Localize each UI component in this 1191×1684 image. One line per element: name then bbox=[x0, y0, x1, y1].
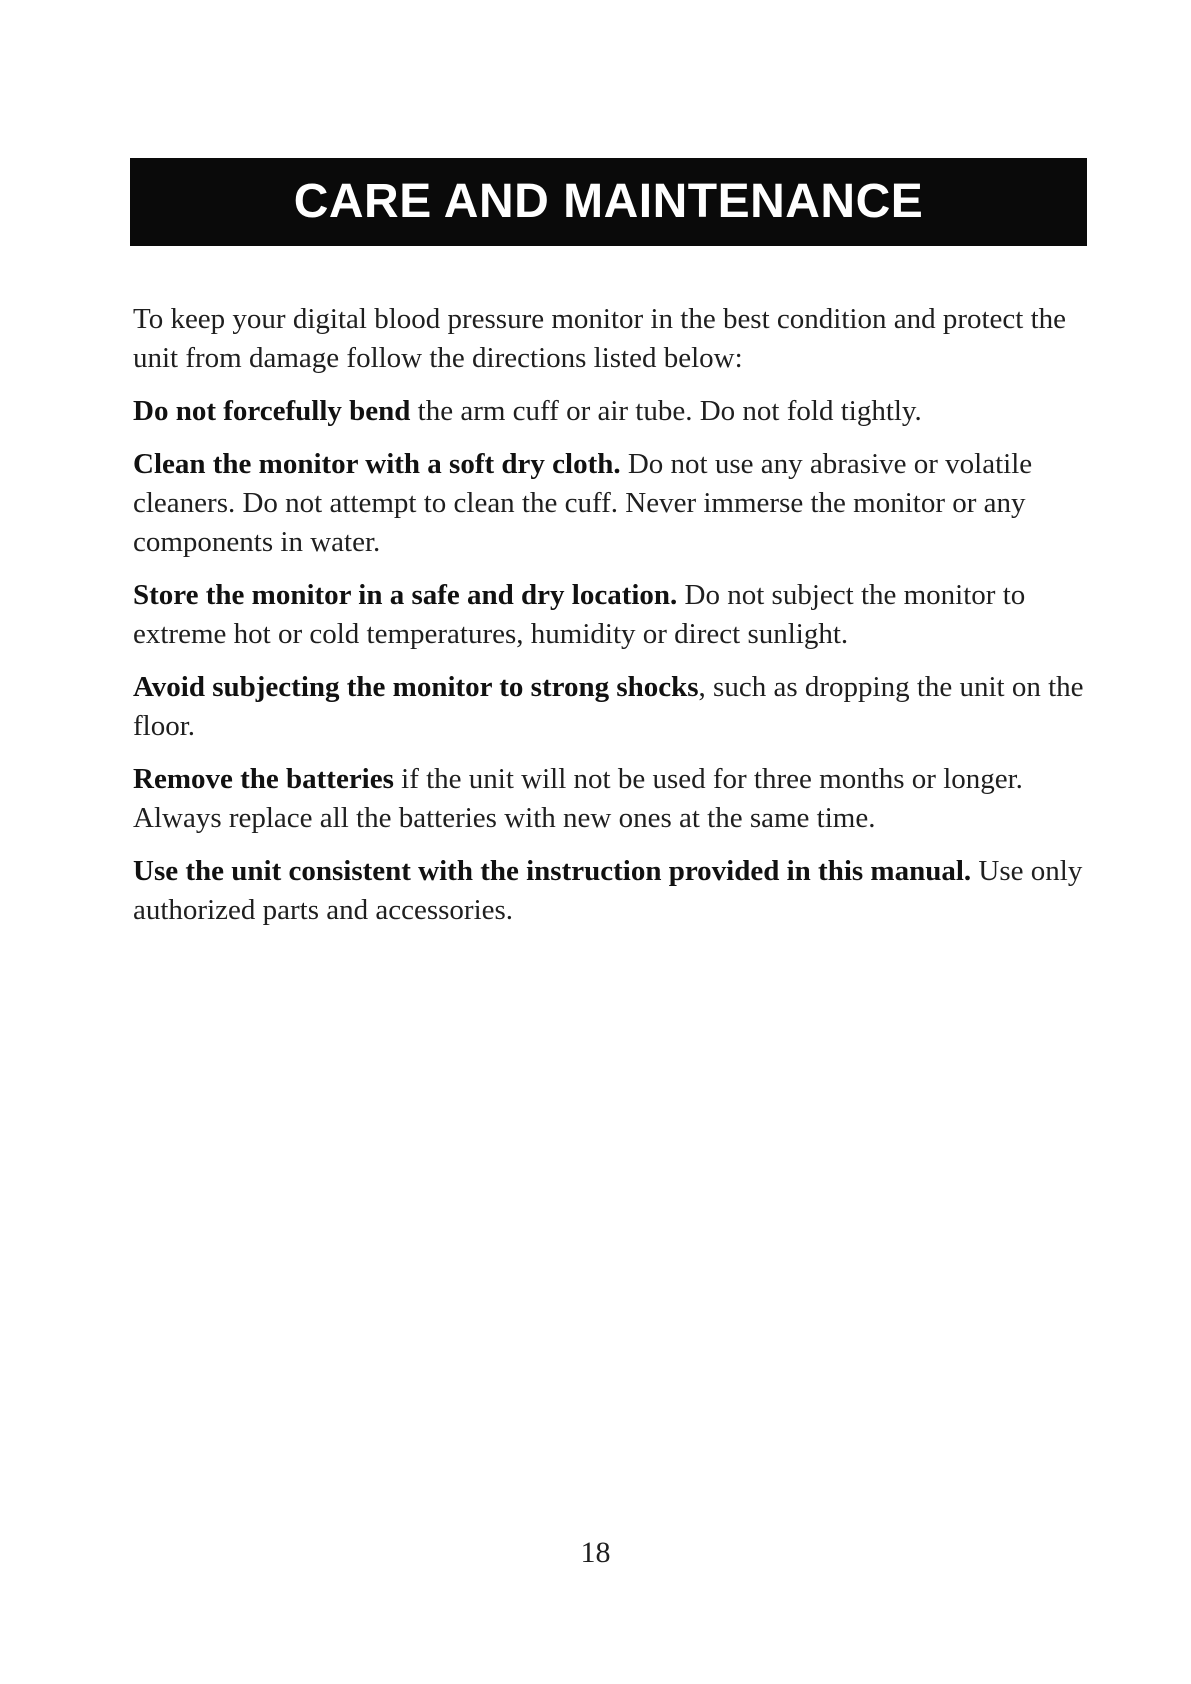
section-title-bar bbox=[130, 158, 1087, 246]
care-item-text: Use only authorized parts and accessories. bbox=[133, 855, 1083, 926]
care-item-lead: Use the unit consistent with the instruction provided in this manual. bbox=[133, 855, 972, 887]
intro-paragraph: To keep your digital blood pressure monitor in the best condition and protect the unit from damage follow the directions listed below: bbox=[133, 303, 1067, 374]
care-item-lead: Clean the monitor with a soft dry cloth. bbox=[133, 448, 621, 480]
care-item bbox=[133, 852, 1108, 930]
care-item-lead: Avoid subjecting the monitor to strong shocks bbox=[133, 671, 699, 703]
care-item-lead: Store the monitor in a safe and dry location. bbox=[133, 579, 678, 611]
care-item-lead: Do not forcefully bend bbox=[133, 395, 411, 427]
care-item bbox=[133, 668, 1108, 746]
care-item-text: , such as dropping the unit on the floor. bbox=[133, 671, 1084, 742]
page-number: 18 bbox=[580, 1536, 611, 1569]
section-title: CARE AND MAINTENANCE bbox=[293, 175, 924, 228]
care-item-text: Do not subject the monitor to extreme hot or cold temperatures, humidity or direct sunlight. bbox=[133, 579, 1026, 650]
care-item bbox=[133, 576, 1108, 654]
care-item-text: Do not use any abrasive or volatile cleaners. Do not attempt to clean the cuff. Never immerse the monitor or any components in water. bbox=[133, 448, 1033, 558]
care-item bbox=[133, 445, 1108, 562]
content-body bbox=[133, 300, 1108, 944]
care-item bbox=[133, 392, 1108, 431]
care-item-text: the arm cuff or air tube. Do not fold tightly. bbox=[410, 395, 922, 427]
care-item bbox=[133, 760, 1108, 838]
care-item-lead: Remove the batteries bbox=[133, 763, 394, 795]
care-item-text: if the unit will not be used for three months or longer. Always replace all the batteries with new ones at the same time. bbox=[133, 763, 1023, 834]
